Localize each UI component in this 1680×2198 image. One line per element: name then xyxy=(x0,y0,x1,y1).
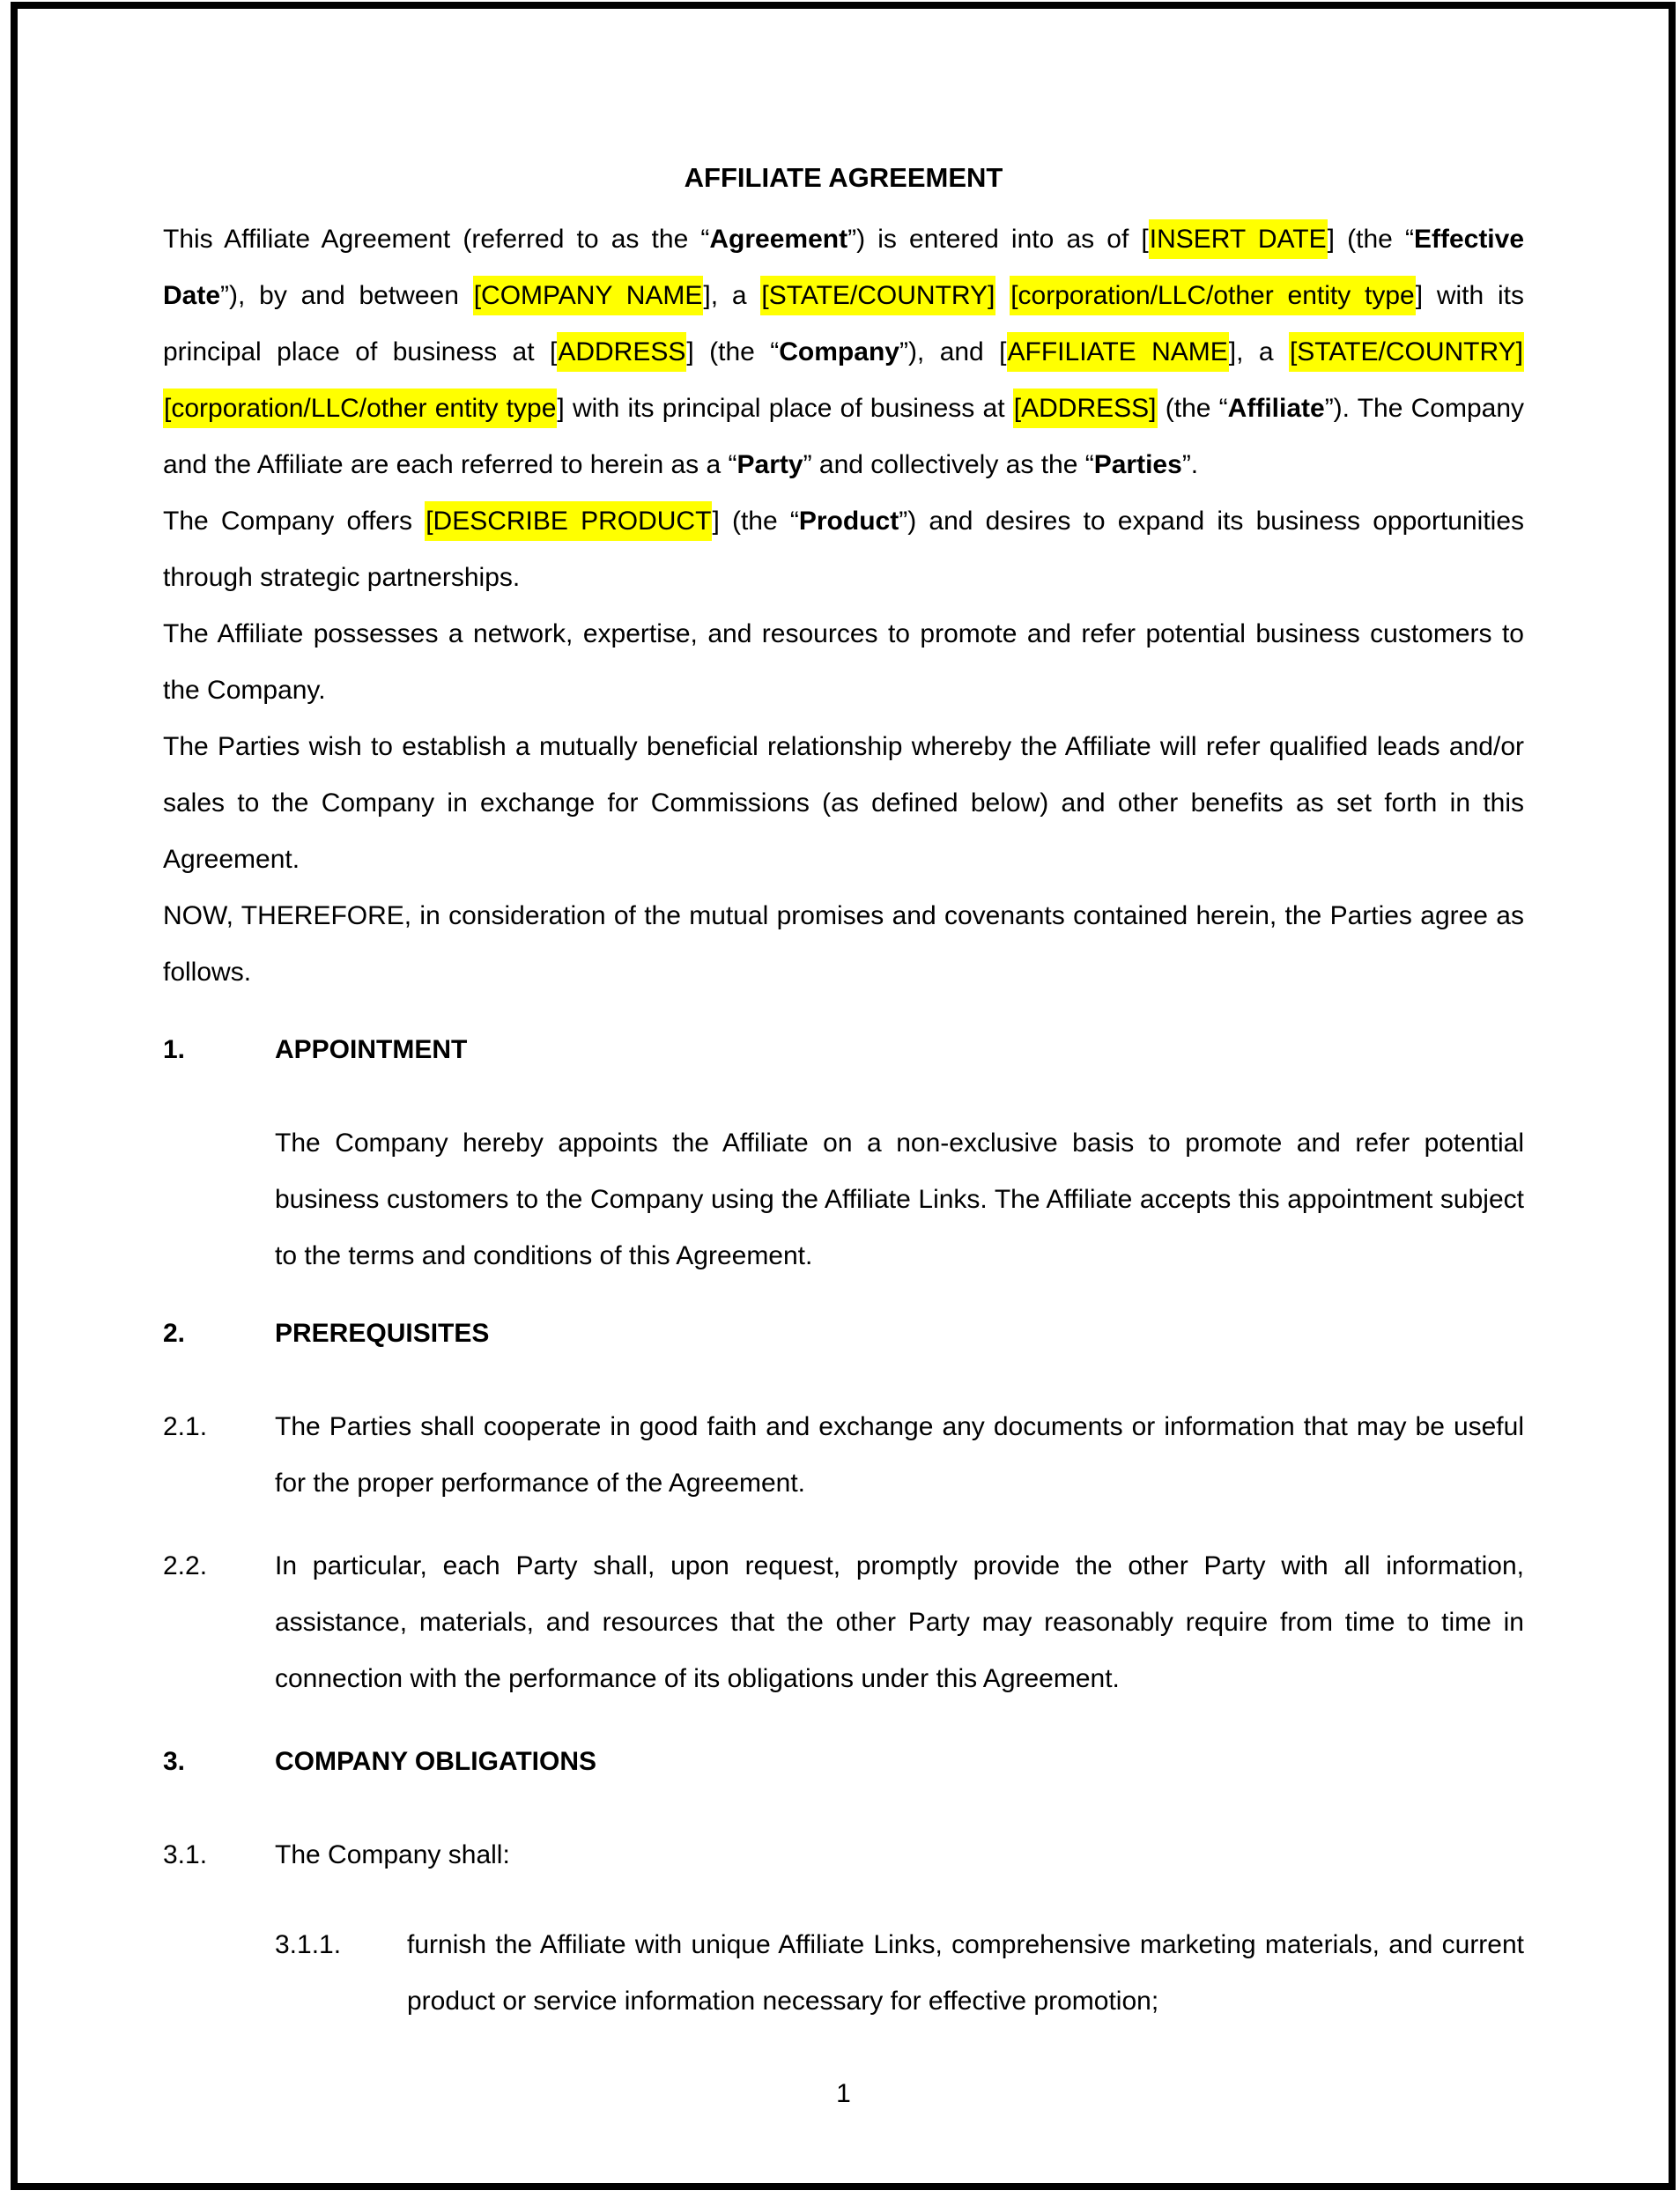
text-run: ”), and [ xyxy=(899,337,1007,366)
bold-text-run: AFFILIATE AGREEMENT xyxy=(684,162,1003,193)
paragraph xyxy=(163,606,1524,719)
text-run: NOW, THEREFORE, in consideration of the mutual promises and covenants contained herein, the Parties agree as follows. xyxy=(163,901,1524,987)
clause-number: 3. xyxy=(163,1747,186,1776)
clause-number: 1. xyxy=(163,1035,186,1064)
highlighted-placeholder: [COMPANY NAME xyxy=(473,276,704,315)
text-run: The Parties shall cooperate in good faith and exchange any documents or information that may be useful for the proper performance of the Agreement. xyxy=(275,1412,1524,1498)
highlighted-placeholder: INSERT DATE xyxy=(1149,219,1328,259)
text-run: ”) is entered into as of [ xyxy=(847,225,1149,254)
text-run: ”), by and between xyxy=(220,281,473,310)
clause-number: 2.2. xyxy=(163,1551,208,1580)
bold-text-run: Party xyxy=(736,450,803,479)
highlighted-placeholder: [STATE/COUNTRY] xyxy=(1289,332,1524,372)
text-run: ”. xyxy=(1181,450,1199,479)
highlighted-placeholder: [corporation/LLC/other entity type xyxy=(1010,276,1416,315)
paragraph xyxy=(163,493,1524,606)
clause-number: 3.1.1. xyxy=(275,1930,342,1959)
section-heading xyxy=(163,1306,1524,1362)
highlighted-placeholder: [corporation/LLC/other entity type xyxy=(163,389,557,428)
text-run: The Affiliate possesses a network, expertise, and resources to promote and refer potential business customers to the Company. xyxy=(163,619,1524,705)
bold-text-run: Company xyxy=(779,337,899,366)
text-run: ], a xyxy=(703,281,761,310)
heading-label: COMPANY OBLIGATIONS xyxy=(275,1747,597,1776)
bold-text-run: Effective Date xyxy=(163,225,1525,310)
text-run: ] with its principal place of business at xyxy=(557,394,1013,423)
text-run: ” and collectively as the “ xyxy=(803,450,1094,479)
highlighted-placeholder: [STATE/COUNTRY] xyxy=(760,276,995,315)
document-title xyxy=(163,150,1524,206)
text-run: The Company hereby appoints the Affiliate on a non-exclusive basis to promote and refer potential business customers to the Company using the Affiliate Links. The Affiliate accepts this appointment subject to the terms and conditions of this Agreement. xyxy=(275,1129,1524,1270)
numbered-clause xyxy=(163,1399,1524,1512)
text-run: furnish the Affiliate with unique Affiliate Links, comprehensive marketing materials, and current product or service information necessary for effective promotion; xyxy=(407,1930,1524,2016)
text-run: The Parties wish to establish a mutually beneficial relationship whereby the Affiliate will refer qualified leads and/or sales to the Company in exchange for Commissions (as defined below) and other benefits as set forth in this Agreement. xyxy=(163,732,1524,874)
numbered-clause xyxy=(163,1827,1524,1883)
numbered-subclause xyxy=(163,1917,1524,2030)
text-run: ”) and desires to expand its business opportunities through strategic partnerships. xyxy=(163,507,1525,592)
heading-label: APPOINTMENT xyxy=(275,1035,468,1064)
paragraph xyxy=(163,719,1524,888)
text-run: ], a xyxy=(1228,337,1289,366)
bold-text-run: Parties xyxy=(1093,450,1182,479)
document-body xyxy=(163,0,1524,2030)
text-run: In particular, each Party shall, upon request, promptly provide the other Party with all information, assistance, materials, and resources that the other Party may reasonably require from time to time in connection with the performance of its obligations under this Agreement. xyxy=(275,1551,1524,1693)
text-run: ] with its principal place of business at [ xyxy=(163,281,1524,366)
clause-number: 2. xyxy=(163,1319,186,1348)
highlighted-placeholder: [DESCRIBE PRODUCT xyxy=(425,501,712,541)
section-heading xyxy=(163,1734,1524,1790)
clause-number: 3.1. xyxy=(163,1840,208,1869)
clause-number: 2.1. xyxy=(163,1412,208,1441)
text-run: ] (the “ xyxy=(686,337,780,366)
numbered-clause xyxy=(163,1538,1524,1707)
section-body-paragraph xyxy=(275,1115,1524,1284)
text-run: ] (the “ xyxy=(1327,225,1414,254)
heading-label: PREREQUISITES xyxy=(275,1319,490,1348)
bold-text-run: Affiliate xyxy=(1227,394,1325,423)
paragraph xyxy=(163,211,1524,493)
text-run: ”). The Company and the Affiliate are each referred to herein as a “ xyxy=(163,394,1525,479)
text-run: The Company shall: xyxy=(275,1840,510,1869)
text-run: (the “ xyxy=(1157,394,1228,423)
text-run: ] (the “ xyxy=(712,507,799,536)
bold-text-run: Agreement xyxy=(709,225,848,254)
highlighted-placeholder: ADDRESS xyxy=(557,332,686,372)
text-run xyxy=(995,281,1010,310)
highlighted-placeholder: AFFILIATE NAME xyxy=(1007,332,1229,372)
highlighted-placeholder: [ADDRESS] xyxy=(1013,389,1158,428)
bold-text-run: Product xyxy=(798,507,899,536)
text-run: The Company offers xyxy=(163,507,426,536)
section-heading xyxy=(163,1022,1524,1078)
text-run: This Affiliate Agreement (referred to as the “ xyxy=(163,225,710,254)
paragraph xyxy=(163,888,1524,1001)
page-number: 1 xyxy=(836,2079,851,2108)
